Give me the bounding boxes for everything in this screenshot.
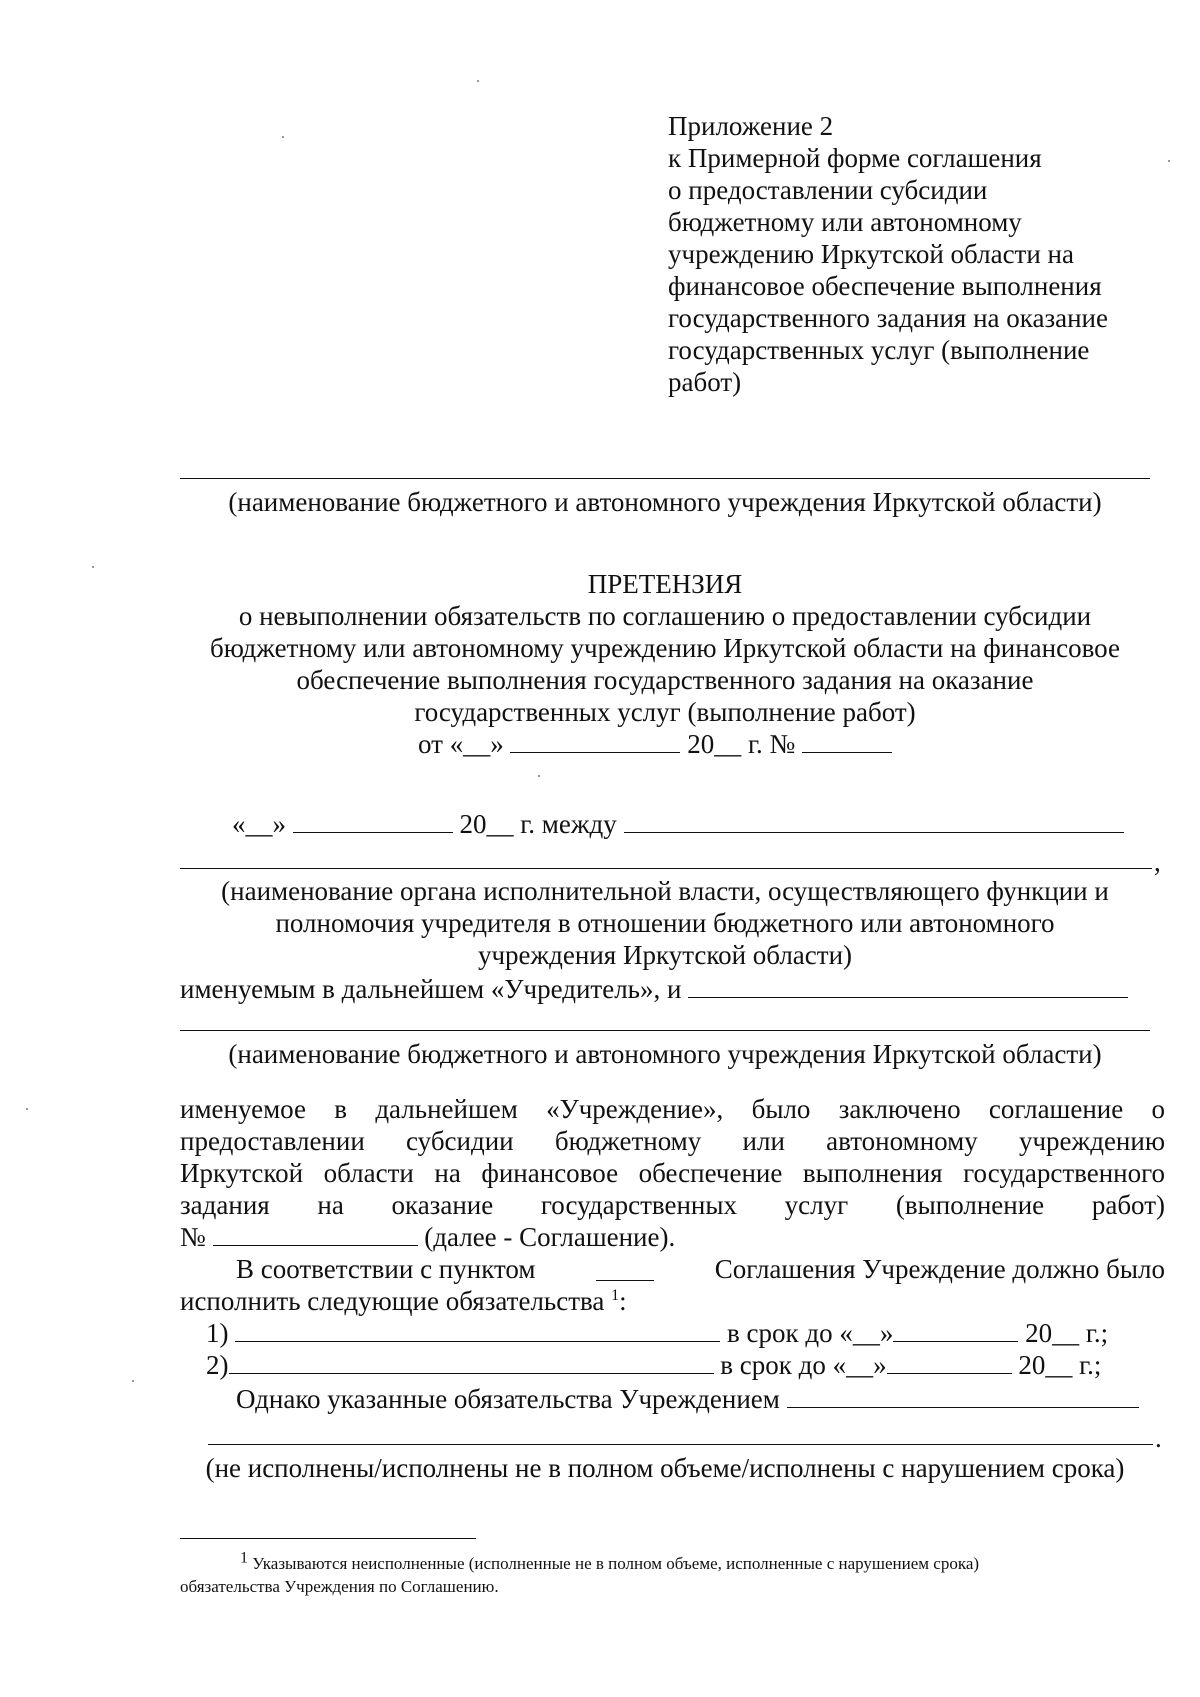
agreement-month-blank[interactable]	[293, 810, 453, 833]
obligation-deadline: в срок до «__»	[727, 1318, 894, 1348]
claim-subtitle-line: бюджетному или автономному учреждению Иркутской области на финансовое	[210, 633, 1120, 663]
annex-line: государственного задания на оказание	[668, 303, 1108, 333]
obligation-text-blank[interactable]	[229, 1351, 714, 1374]
footnote-line: обязательства Учреждения по Соглашению.	[180, 1577, 499, 1596]
however-line	[236, 1383, 1139, 1415]
footnote-mark: 1	[240, 1549, 248, 1567]
obligation-item	[206, 1317, 1108, 1349]
body-line: предоставлении субсидии бюджетному или автономному учреждению	[180, 1126, 1165, 1156]
execution-status-blank[interactable]	[787, 1385, 1139, 1408]
scan-speck	[132, 1380, 134, 1382]
footnote-text: Указываются неисполненные (исполненные не в полном объеме, исполненные с нарушением срока)	[252, 1554, 980, 1573]
claim-subtitle-line: о невыполнении обязательств по соглашению о предоставлении субсидии	[238, 601, 1092, 631]
claim-subtitle-line: государственных услуг (выполнение работ)	[414, 697, 916, 727]
scan-speck	[477, 80, 479, 82]
clause-end: Соглашения Учреждение должно было	[714, 1254, 1165, 1284]
body-line: именуемое в дальнейшем «Учреждение», было заключено соглашение о	[180, 1094, 1165, 1124]
body-line: Иркутской области на финансовое обеспечение выполнения государственного	[180, 1158, 1165, 1188]
clause-number-blank[interactable]	[596, 1258, 654, 1281]
agreement-ref: (далее - Соглашение).	[424, 1222, 676, 1252]
scan-speck	[1168, 160, 1170, 162]
obligations-colon: :	[619, 1286, 627, 1316]
founder-caption	[170, 875, 1160, 971]
status-fill-line[interactable]	[208, 1444, 1153, 1445]
scan-speck	[538, 775, 540, 777]
institution-fill-line[interactable]	[180, 1030, 1150, 1031]
founder-caption-line: (наименование органа исполнительной власти, осуществляющего функции и	[221, 876, 1109, 906]
clause-line	[236, 1253, 1165, 1285]
annex-line: финансовое обеспечение выполнения	[668, 271, 1102, 301]
annex-line: к Примерной форме соглашения	[668, 143, 1042, 173]
footnote-separator	[180, 1538, 476, 1539]
obligation-year: 20__ г.;	[1018, 1350, 1102, 1380]
annex-line: Приложение 2	[668, 111, 834, 141]
founder-comma: ,	[1154, 847, 1161, 877]
obligations-intro: исполнить следующие обязательства	[180, 1286, 605, 1316]
annex-line: учреждению Иркутской области на	[668, 239, 1074, 269]
scan-speck	[282, 136, 284, 138]
founder-name-blank[interactable]	[624, 810, 1124, 833]
agreement-date-open: «__»	[232, 809, 286, 839]
agreement-number-blank[interactable]	[213, 1223, 418, 1246]
founder-named-text: именуемым в дальнейшем «Учредитель», и	[180, 974, 682, 1004]
clause-start: В соответствии с пунктом	[236, 1254, 536, 1284]
footnote-mark: 1	[611, 1287, 620, 1304]
founder-fill-line[interactable]	[180, 868, 1152, 869]
obligation-text-blank[interactable]	[235, 1319, 720, 1342]
claim-title	[170, 568, 1160, 728]
obligation-num: 2)	[206, 1350, 229, 1380]
obligation-month-blank[interactable]	[893, 1319, 1018, 1342]
claim-date-prefix: от «__»	[418, 729, 504, 759]
annex-line: бюджетному или автономному	[668, 207, 1022, 237]
body-line: задания на оказание государственных услуг (выполнение работ)	[180, 1190, 1165, 1220]
claim-month-blank[interactable]	[510, 730, 680, 753]
institution-name-blank[interactable]	[688, 975, 1128, 998]
scan-speck	[92, 566, 94, 568]
founder-caption-line: учреждения Иркутской области)	[477, 940, 853, 970]
obligation-year: 20__ г.;	[1025, 1318, 1109, 1348]
footnote-line	[240, 1549, 980, 1575]
obligation-num: 1)	[206, 1318, 229, 1348]
claim-subtitle-line: обеспечение выполнения государственного задания на оказание	[296, 665, 1034, 695]
agreement-date-line	[232, 808, 1124, 840]
obligation-item	[206, 1349, 1101, 1381]
status-period: .	[1155, 1423, 1162, 1453]
claim-date-year: 20__ г. №	[687, 729, 796, 759]
agreement-number-line	[180, 1221, 675, 1253]
status-caption: (не исполнены/исполнены не в полном объеме/исполнены с нарушением срока)	[205, 1453, 1125, 1483]
number-sign: №	[180, 1222, 206, 1252]
recipient-fill-line[interactable]	[180, 478, 1150, 479]
obligation-month-blank[interactable]	[887, 1351, 1012, 1374]
annex-header	[668, 110, 1168, 398]
founder-caption-line: полномочия учредителя в отношении бюджетного или автономного	[275, 908, 1055, 938]
agreement-date-year: 20__ г. между	[459, 809, 617, 839]
obligation-deadline: в срок до «__»	[720, 1350, 887, 1380]
recipient-caption: (наименование бюджетного и автономного учреждения Иркутской области)	[228, 487, 1102, 517]
annex-line: работ)	[668, 367, 742, 397]
annex-line: государственных услуг (выполнение	[668, 335, 1090, 365]
founder-named-line	[180, 973, 1128, 1005]
claim-number-blank[interactable]	[802, 730, 892, 753]
however-text: Однако указанные обязательства Учреждением	[236, 1384, 780, 1414]
claim-date-line	[418, 728, 892, 760]
institution-caption: (наименование бюджетного и автономного учреждения Иркутской области)	[228, 1039, 1102, 1069]
obligations-intro-line	[180, 1285, 627, 1317]
annex-line: о предоставлении субсидии	[668, 175, 988, 205]
claim-heading: ПРЕТЕНЗИЯ	[587, 569, 743, 599]
scan-speck	[26, 1108, 28, 1110]
